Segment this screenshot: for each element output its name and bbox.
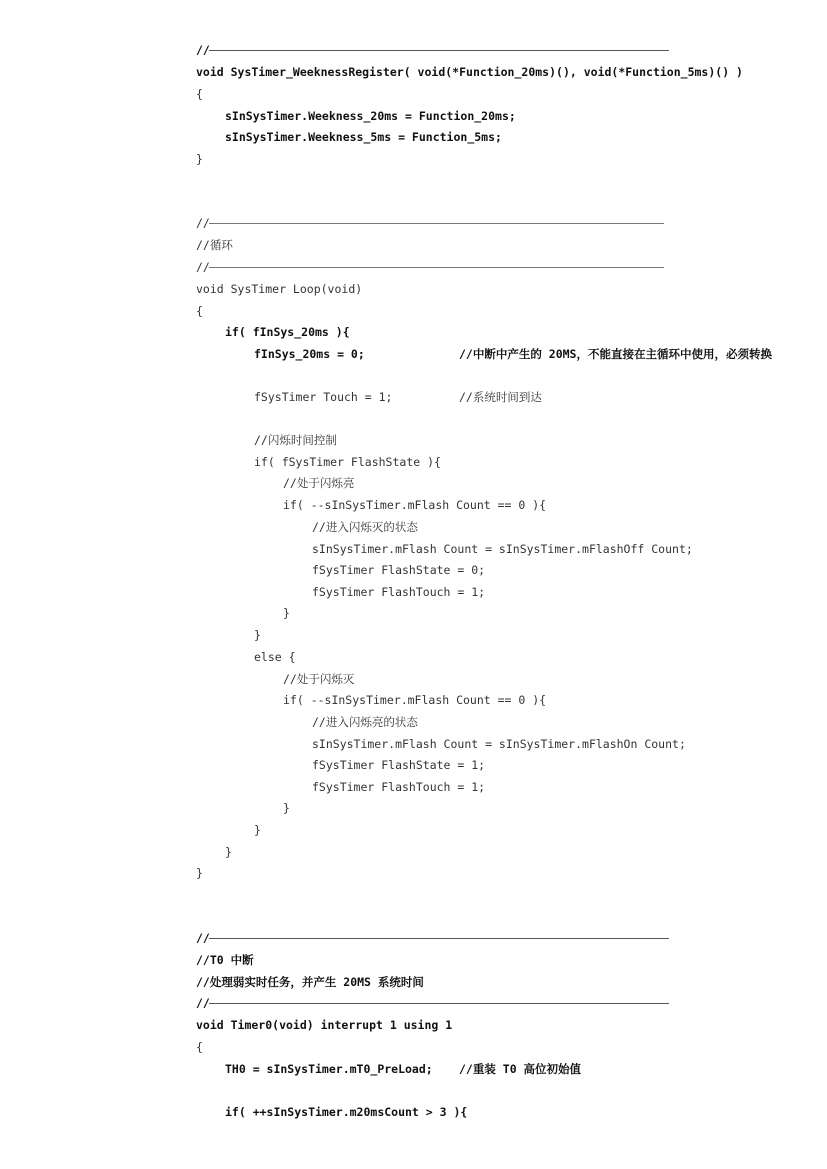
- code-comment: //进入闪烁灭的状态: [312, 520, 418, 534]
- code-comment: //中断中产生的 20MS，不能直接在主循环中使用，必须转换: [459, 347, 772, 361]
- code-comment: //处于闪烁灭: [283, 672, 355, 686]
- code-comment: //闪烁时间控制: [254, 433, 337, 447]
- close-brace: }: [283, 606, 290, 620]
- code-line: fSysTimer FlashTouch = 1;: [312, 585, 486, 599]
- open-brace: {: [196, 304, 203, 318]
- code-comment: //处理弱实时任务，并产生 20MS 系统时间: [196, 975, 424, 989]
- function-signature: void SysTimer_WeeknessRegister( void(*Function_20ms)(), void(*Function_5ms)() ): [196, 65, 743, 79]
- function-signature: void SysTimer Loop(void): [196, 282, 363, 296]
- code-line: if( fInSys_20ms ){: [225, 325, 350, 339]
- code-line: sInSysTimer.Weekness_5ms = Function_5ms;: [225, 130, 502, 144]
- code-line: fSysTimer FlashState = 1;: [312, 758, 486, 772]
- code-line: if( --sInSysTimer.mFlash Count == 0 ){: [283, 498, 547, 512]
- code-line: if( --sInSysTimer.mFlash Count == 0 ){: [283, 693, 547, 707]
- close-brace: }: [196, 866, 203, 880]
- code-line: if( ++sInSysTimer.m20msCount > 3 ){: [225, 1105, 468, 1119]
- code-comment: //处于闪烁亮: [283, 476, 355, 490]
- code-line: fSysTimer FlashTouch = 1;: [312, 780, 486, 794]
- close-brace: }: [225, 845, 232, 859]
- function-signature: void Timer0(void) interrupt 1 using 1: [196, 1018, 453, 1032]
- code-line: sInSysTimer.mFlash Count = sInSysTimer.mFlashOff Count;: [312, 542, 693, 556]
- close-brace: }: [283, 801, 290, 815]
- open-brace: {: [196, 87, 203, 101]
- code-line: fInSys_20ms = 0;: [254, 347, 365, 361]
- code-line: sInSysTimer.Weekness_20ms = Function_20ms;: [225, 109, 516, 123]
- code-line: fSysTimer FlashState = 0;: [312, 563, 486, 577]
- close-brace: }: [254, 628, 261, 642]
- code-comment: //T0 中断: [196, 953, 254, 967]
- code-comment: //系统时间到达: [459, 390, 542, 404]
- code-line: fSysTimer Touch = 1;: [254, 390, 393, 404]
- code-line: else {: [254, 650, 296, 664]
- code-comment: //进入闪烁亮的状态: [312, 715, 418, 729]
- close-brace: }: [254, 823, 261, 837]
- open-brace: {: [196, 1040, 203, 1054]
- document-page: // void SysTimer_WeeknessRegister( void(*Function_20ms)(), void(*Function_5ms)() ) { sInSysTimer.Weekness_20ms = Function_20ms; sInSysTimer.Weekness_5ms = Function_5ms; } // //循环 // void SysTimer Loop(void) { if( fInSys_20ms ){ fInSys_20ms = 0; //中断中产生的 20MS，不能直接在主循环中使用，必须转换 fSysTimer Touch = 1; //系统时间到达 //闪烁时间控制 if( fSysTimer FlashState ){ //处于闪烁亮 if( --sInSysTimer.mFlash Count == 0 ){ //进入闪烁灭的状态 sInSysTimer.mFlash Count = sInSysTimer.mFlashOff Count; fSysTimer FlashState = 0; fSysTimer FlashTouch = 1; } } else { //处于闪烁灭 if( --sInSysTimer.mFlash Count == 0 ){ //进入闪烁亮的状态 sInSysTimer.mFlash Count = sInSysTimer.mFlashOn Count; fSysTimer FlashState = 1; fSysTimer FlashTouch = 1; } } } } // //T0 中断 //处理弱实时任务，并产生 20MS 系统时间 // void Timer0(void) interrupt 1 using 1 { TH0 = sInSysTimer.mT0_PreLoad; //重装 T0 高位初始值 if( ++sInSysTimer.m20msCount > 3 ){: [196, 43, 772, 1119]
- code-line: if( fSysTimer FlashState ){: [254, 455, 441, 469]
- code-comment: //重装 T0 高位初始值: [459, 1062, 582, 1076]
- code-line: TH0 = sInSysTimer.mT0_PreLoad;: [225, 1062, 433, 1076]
- close-brace: }: [196, 152, 203, 166]
- code-comment: //循环: [196, 238, 233, 252]
- code-line: sInSysTimer.mFlash Count = sInSysTimer.mFlashOn Count;: [312, 737, 686, 751]
